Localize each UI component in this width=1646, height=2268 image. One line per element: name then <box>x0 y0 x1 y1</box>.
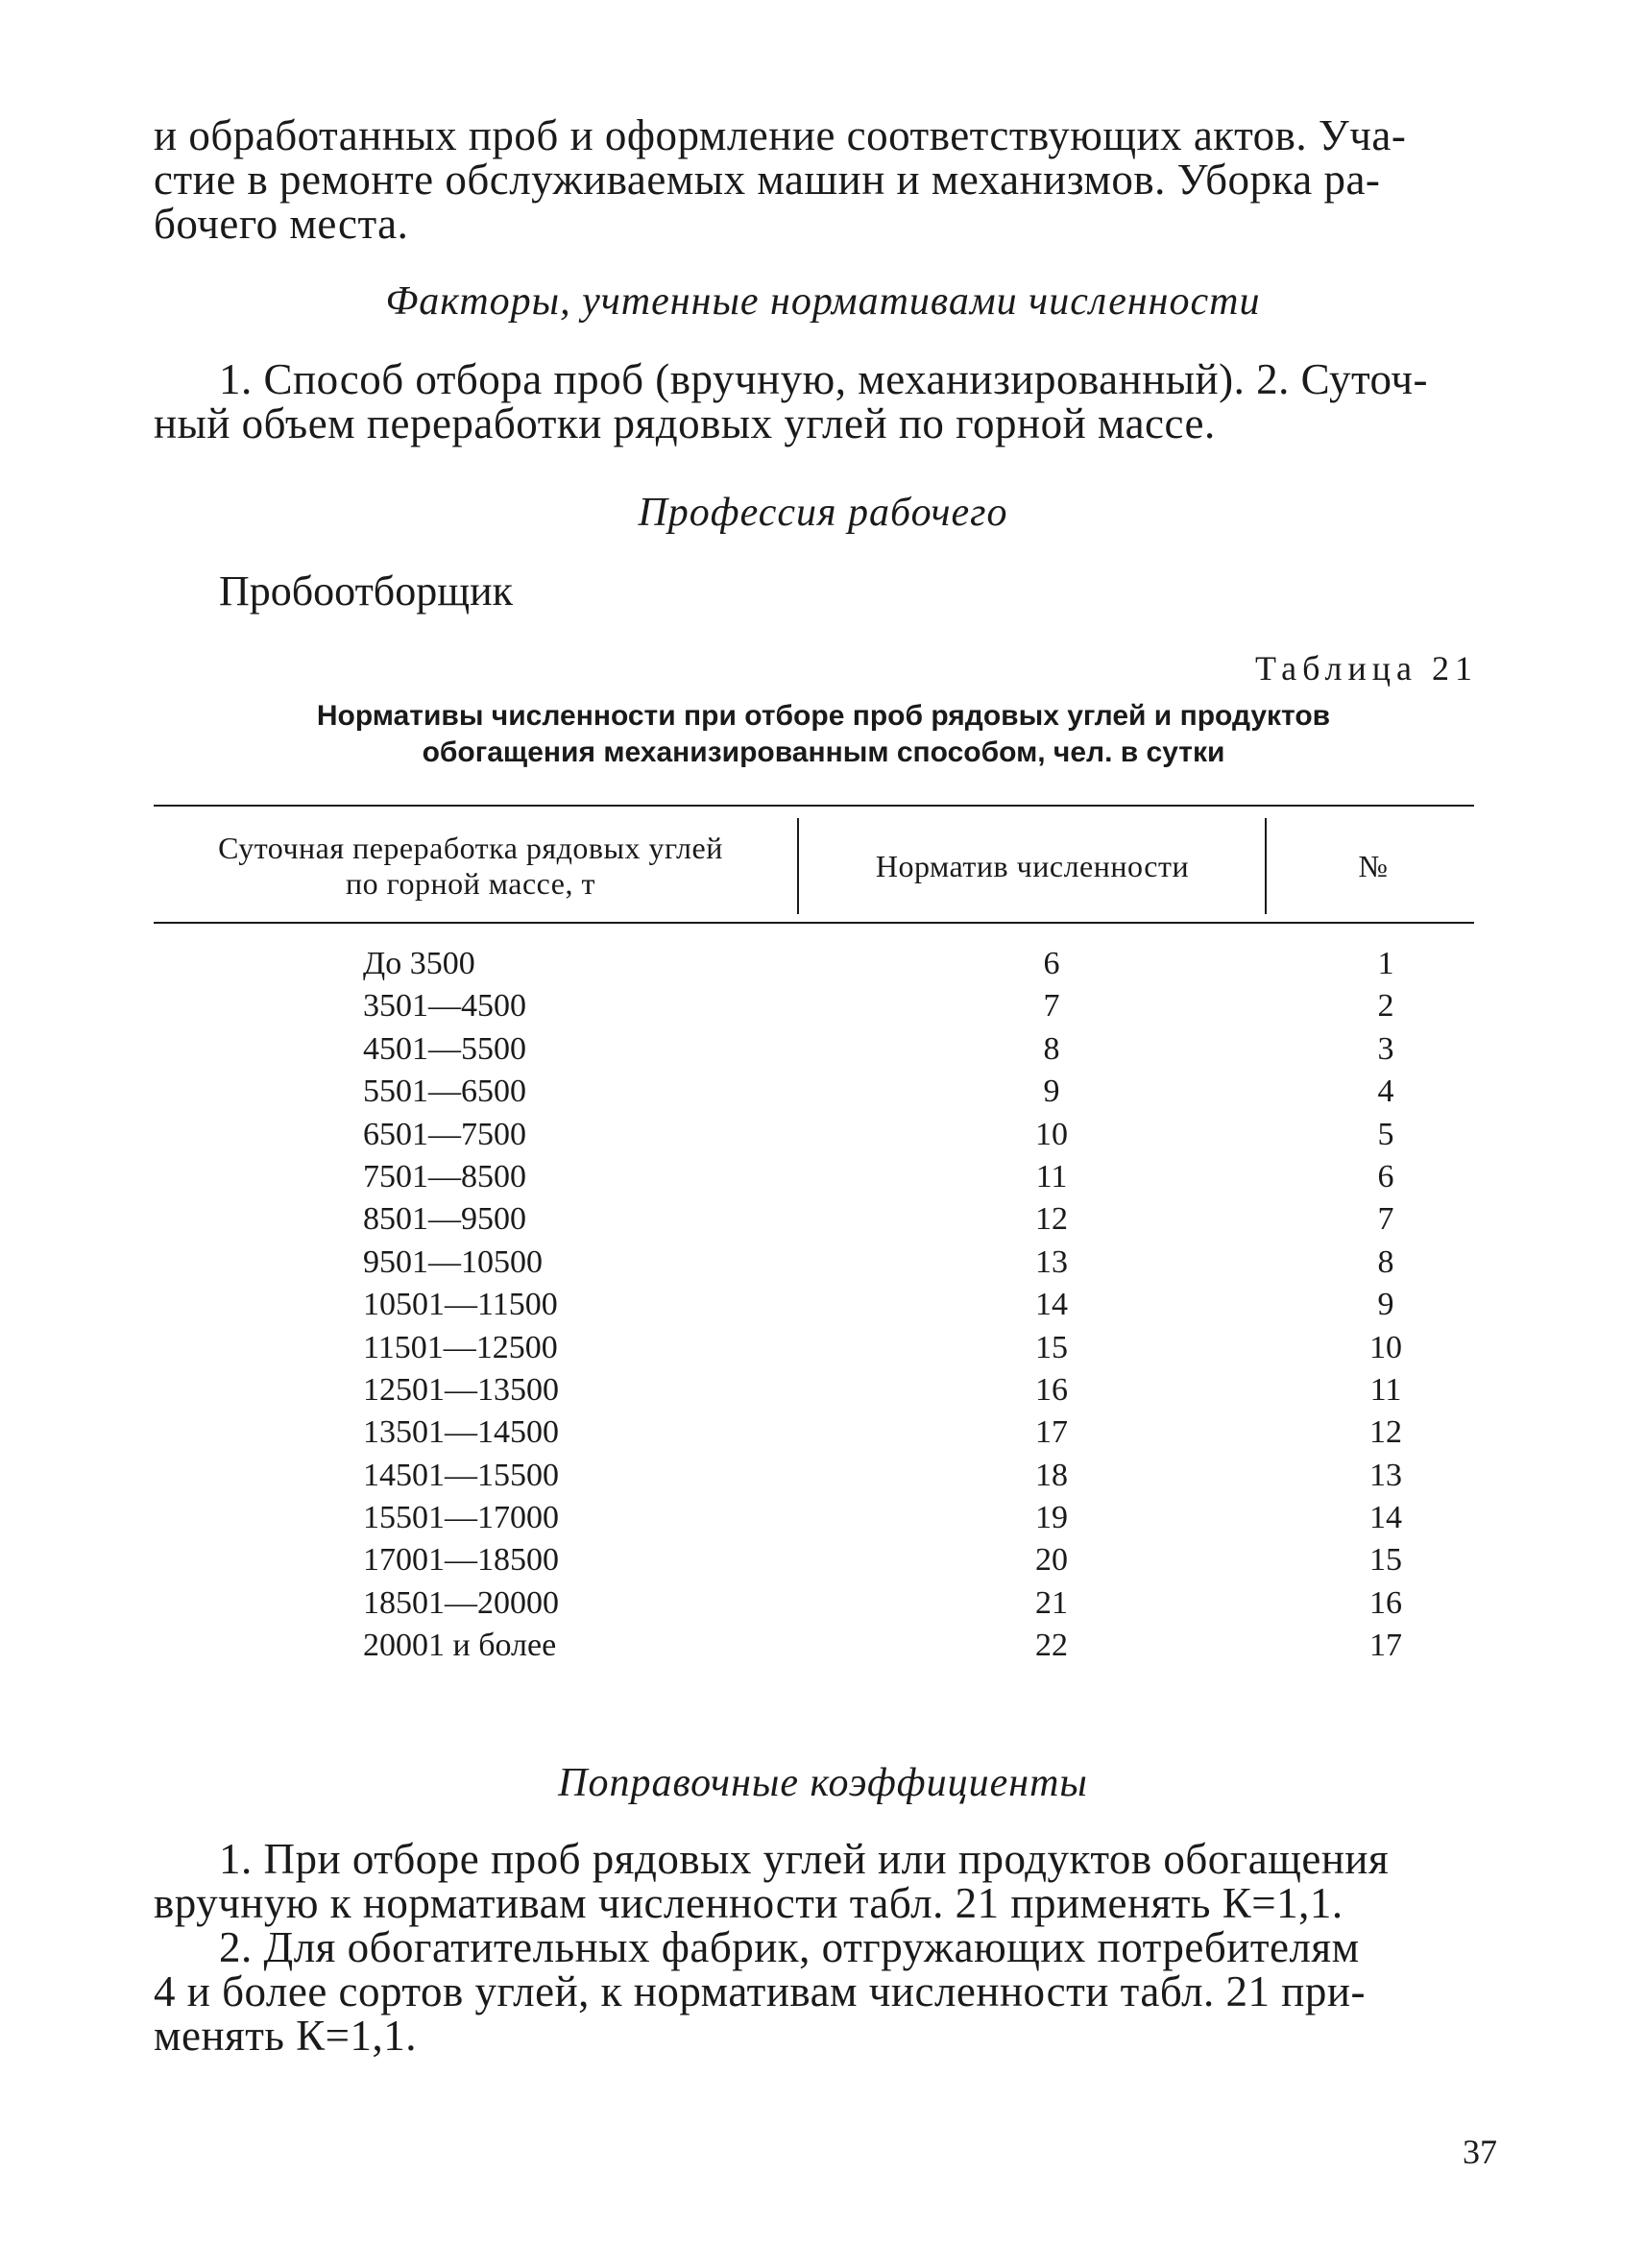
table-row <box>0 1117 1646 1159</box>
table-body <box>0 946 1646 1671</box>
cell-norm: 6 <box>1043 946 1060 981</box>
cell-number: 11 <box>1369 1371 1402 1408</box>
header-text: Суточная переработка рядовых углей <box>218 831 723 865</box>
cell-number: 4 <box>1377 1074 1394 1110</box>
table-row <box>0 1287 1646 1329</box>
cell-number: 10 <box>1369 1329 1402 1365</box>
cell-number: 3 <box>1377 1030 1394 1067</box>
cell-number: 9 <box>1377 1287 1394 1323</box>
cell-range: 20001 и более <box>363 1628 557 1664</box>
header-col-number: № <box>1358 849 1389 883</box>
cell-norm: 22 <box>1035 1628 1068 1664</box>
cell-norm: 13 <box>1035 1243 1068 1280</box>
cell-range: 18501—20000 <box>363 1584 559 1621</box>
profession-heading: Профессия рабочего <box>638 491 1008 535</box>
cell-range: 9501—10500 <box>363 1243 543 1280</box>
coefficients-paragraph <box>154 1837 1493 2058</box>
intro-paragraph <box>154 113 1493 246</box>
cell-range: 3501—4500 <box>363 988 526 1025</box>
profession-name: Пробоотборщик <box>219 567 514 615</box>
coefficients-line: менять К=1,1. <box>154 2012 418 2060</box>
table-row <box>0 1372 1646 1414</box>
table-row <box>0 1458 1646 1500</box>
cell-range: 15501—17000 <box>363 1500 559 1536</box>
cell-range: До 3500 <box>363 946 475 981</box>
cell-range: 6501—7500 <box>363 1116 526 1152</box>
intro-line: бочего места. <box>154 200 409 248</box>
caption-line: Нормативы численности при отборе проб рядовых углей и продуктов <box>316 700 1331 732</box>
coefficients-heading: Поправочные коэффициенты <box>558 1761 1088 1805</box>
table-row <box>0 1628 1646 1670</box>
cell-number: 17 <box>1369 1628 1402 1664</box>
cell-range: 11501—12500 <box>363 1329 558 1365</box>
cell-norm: 21 <box>1035 1584 1068 1621</box>
cell-range: 17001—18500 <box>363 1542 559 1579</box>
page-number: 37 <box>1463 2133 1497 2171</box>
table-row <box>0 1159 1646 1201</box>
cell-norm: 15 <box>1035 1329 1068 1365</box>
cell-number: 1 <box>1377 946 1394 981</box>
cell-number: 5 <box>1377 1116 1394 1152</box>
table-row <box>0 1542 1646 1584</box>
factors-heading: Факторы, учтенные нормативами численности <box>385 279 1261 324</box>
cell-range: 7501—8500 <box>363 1158 526 1194</box>
factors-line: ный объем переработки рядовых углей по горной массе. <box>154 399 1216 447</box>
cell-number: 12 <box>1369 1414 1402 1451</box>
cell-norm: 14 <box>1035 1287 1068 1323</box>
header-col-norm: Норматив численности <box>875 849 1190 883</box>
cell-range: 12501—13500 <box>363 1371 559 1408</box>
cell-number: 2 <box>1377 988 1394 1025</box>
table-caption <box>154 698 1493 771</box>
table-row <box>0 1500 1646 1542</box>
table-row <box>0 988 1646 1030</box>
cell-norm: 19 <box>1035 1500 1068 1536</box>
table-row <box>0 1031 1646 1074</box>
cell-number: 13 <box>1369 1457 1402 1493</box>
table-label: Таблица 21 <box>1255 649 1478 688</box>
coefficients-line: вручную к нормативам численности табл. 21 применять К=1,1. <box>154 1879 1343 1927</box>
cell-range: 4501—5500 <box>363 1030 526 1067</box>
caption-line: обогащения механизированным способом, чел. в сутки <box>422 736 1225 768</box>
header-text: по горной массе, т <box>346 866 595 901</box>
cell-norm: 9 <box>1043 1074 1060 1110</box>
cell-range: 10501—11500 <box>363 1287 558 1323</box>
cell-range: 5501—6500 <box>363 1074 526 1110</box>
coefficients-line: 2. Для обогатительных фабрик, отгружающих потребителям <box>219 1923 1360 1971</box>
factors-line: 1. Способ отбора проб (вручную, механизированный). 2. Суточ- <box>219 355 1428 403</box>
cell-number: 16 <box>1369 1584 1402 1621</box>
cell-norm: 20 <box>1035 1542 1068 1579</box>
table-row <box>0 1201 1646 1243</box>
coefficients-line: 4 и более сортов углей, к нормативам численности табл. 21 при- <box>154 1967 1366 2015</box>
coefficients-line: 1. При отборе проб рядовых углей или продуктов обогащения <box>219 1835 1390 1883</box>
table-header-rule <box>154 922 1474 924</box>
cell-norm: 16 <box>1035 1371 1068 1408</box>
cell-number: 6 <box>1377 1158 1394 1194</box>
table-row <box>0 1414 1646 1457</box>
cell-norm: 8 <box>1043 1030 1060 1067</box>
table-row <box>0 1585 1646 1628</box>
header-divider <box>797 818 799 914</box>
table-row <box>0 1074 1646 1116</box>
table-row <box>0 1244 1646 1287</box>
table-top-rule <box>154 805 1474 807</box>
intro-line: стие в ремонте обслуживаемых машин и механизмов. Уборка ра- <box>154 156 1381 204</box>
table-row <box>0 946 1646 988</box>
header-col-range <box>154 831 787 902</box>
cell-range: 8501—9500 <box>363 1201 526 1238</box>
cell-norm: 11 <box>1035 1158 1068 1194</box>
cell-number: 15 <box>1369 1542 1402 1579</box>
cell-number: 7 <box>1377 1201 1394 1238</box>
cell-range: 13501—14500 <box>363 1414 559 1451</box>
cell-norm: 17 <box>1035 1414 1068 1451</box>
intro-line: и обработанных проб и оформление соответствующих актов. Уча- <box>154 111 1407 159</box>
cell-number: 8 <box>1377 1243 1394 1280</box>
cell-range: 14501—15500 <box>363 1457 559 1493</box>
cell-norm: 7 <box>1043 988 1060 1025</box>
cell-norm: 10 <box>1035 1116 1068 1152</box>
factors-paragraph <box>154 357 1493 446</box>
table-row <box>0 1330 1646 1372</box>
cell-norm: 18 <box>1035 1457 1068 1493</box>
cell-norm: 12 <box>1035 1201 1068 1238</box>
header-divider <box>1265 818 1267 914</box>
cell-number: 14 <box>1369 1500 1402 1536</box>
